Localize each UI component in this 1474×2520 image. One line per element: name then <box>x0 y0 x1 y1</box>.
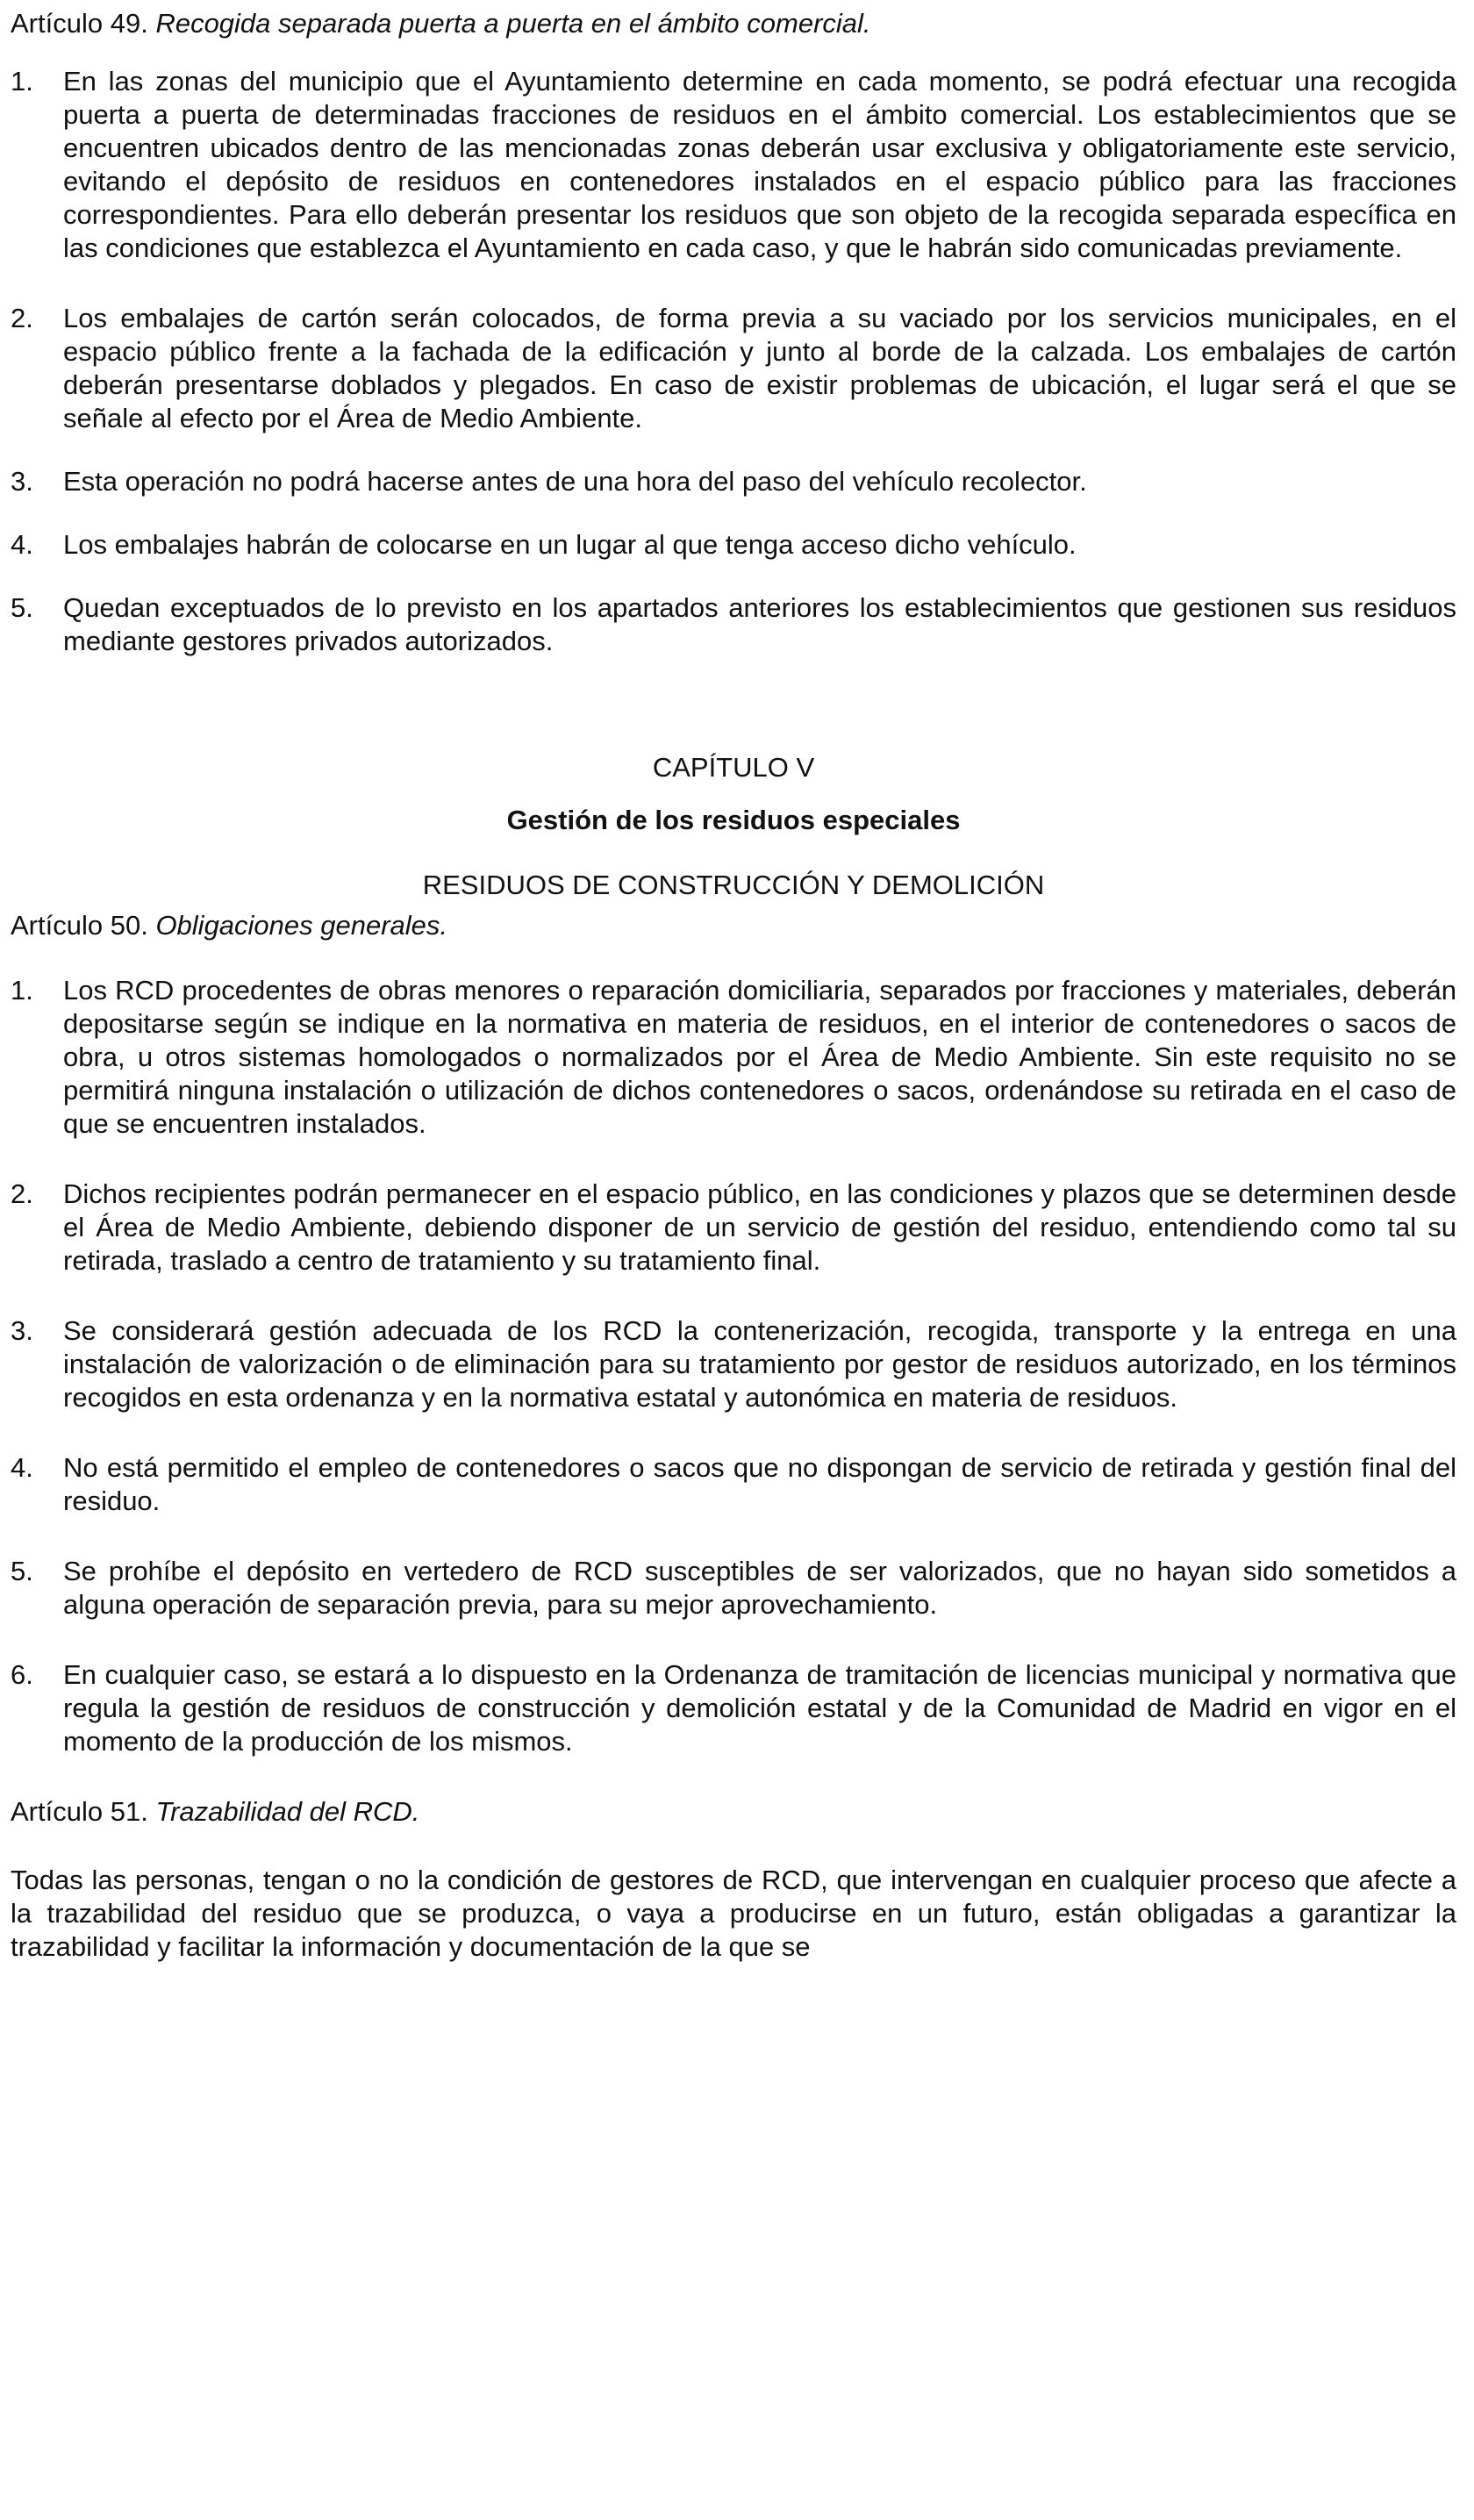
item-number: 3. <box>11 1315 33 1346</box>
item-text: Los RCD procedentes de obras menores o reparación domiciliaria, separados por fracciones y materiales, deberán depositarse según se indique en la normativa en materia de residuos, en el interior de contenedores o sacos de obra, u otros sistemas homologados o normalizados por el Área de Medio Ambiente. Sin este requisito no se permitirá ninguna instalación o utilización de dichos contenedores o sacos, ordenándose su retirada en el caso de que se encuentren instalados. <box>63 975 1456 1139</box>
list-item <box>11 465 1456 498</box>
item-text: En cualquier caso, se estará a lo dispuesto en la Ordenanza de tramitación de licencias municipal y normativa que regula la gestión de residuos de construcción y demolición estatal y de la Comunidad de Madrid en vigor en el momento de la producción de los mismos. <box>63 1659 1456 1757</box>
list-item <box>11 1658 1456 1758</box>
item-number: 4. <box>11 529 33 560</box>
article-51-heading <box>11 1795 1456 1829</box>
article-50-label: Artículo 50. <box>11 910 148 941</box>
chapter-label: CAPÍTULO V <box>652 752 815 783</box>
item-number: 4. <box>11 1452 33 1483</box>
article-51-paragraph: Todas las personas, tengan o no la condición de gestores de RCD, que intervengan en cualquier proceso que afecte a la trazabilidad del residuo que se produzca, o vaya a producirse en un futuro, están obligadas a garantizar la trazabilidad y facilitar la información y documentación de la que se <box>11 1865 1456 1962</box>
list-item <box>11 528 1456 562</box>
item-text: Esta operación no podrá hacerse antes de una hora del paso del vehículo recolector. <box>63 466 1087 497</box>
article-49-list <box>11 65 1456 658</box>
list-item <box>11 1451 1456 1518</box>
article-50-list <box>11 974 1456 1758</box>
item-text: Dichos recipientes podrán permanecer en el espacio público, en las condiciones y plazos que se determinen desde el Área de Medio Ambiente, debiendo disponer de un servicio de gestión del residuo, entendiendo como tal su retirada, traslado a centro de tratamiento y su tratamiento final. <box>63 1178 1456 1276</box>
item-number: 1. <box>11 975 33 1006</box>
item-number: 1. <box>11 66 33 97</box>
item-number: 5. <box>11 1556 33 1586</box>
list-item <box>11 1178 1456 1278</box>
chapter-title: Gestión de los residuos especiales <box>506 805 961 835</box>
item-number: 5. <box>11 592 33 623</box>
article-50-heading <box>11 909 1456 942</box>
item-number: 3. <box>11 466 33 497</box>
item-text: Los embalajes habrán de colocarse en un lugar al que tenga acceso dicho vehículo. <box>63 529 1077 560</box>
item-text: Se considerará gestión adecuada de los RCD la contenerización, recogida, transporte y la entrega en una instalación de valorización o de eliminación para su tratamiento por gestor de residuos autorizado, en los términos recogidos en esta ordenanza y en la normativa estatal y autonómica en materia de residuos. <box>63 1315 1456 1413</box>
item-text: Se prohíbe el depósito en vertedero de RCD susceptibles de ser valorizados, que no hayan sido sometidos a alguna operación de separación previa, para su mejor aprovechamiento. <box>63 1556 1456 1620</box>
item-text: Los embalajes de cartón serán colocados, de forma previa a su vaciado por los servicios municipales, en el espacio público frente a la fachada de la edificación y junto al borde de la calzada. Los embalajes de cartón deberán presentarse doblados y plegados. En caso de existir problemas de ubicación, el lugar será el que se señale al efecto por el Área de Medio Ambiente. <box>63 303 1456 433</box>
list-item <box>11 302 1456 435</box>
article-49-heading <box>11 7 1456 40</box>
list-item <box>11 65 1456 265</box>
article-50-title: Obligaciones generales. <box>155 910 448 941</box>
item-text: No está permitido el empleo de contenedores o sacos que no dispongan de servicio de retirada y gestión final del residuo. <box>63 1452 1456 1516</box>
item-number: 2. <box>11 1178 33 1209</box>
item-text: Quedan exceptuados de lo previsto en los apartados anteriores los establecimientos que gestionen sus residuos mediante gestores privados autorizados. <box>63 592 1456 656</box>
article-49-title: Recogida separada puerta a puerta en el ámbito comercial. <box>155 8 871 39</box>
list-item <box>11 1555 1456 1622</box>
list-item <box>11 591 1456 658</box>
item-number: 6. <box>11 1659 33 1690</box>
section-title: RESIDUOS DE CONSTRUCCIÓN Y DEMOLICIÓN <box>422 870 1045 900</box>
item-number: 2. <box>11 303 33 333</box>
article-51-title: Trazabilidad del RCD. <box>155 1796 420 1827</box>
item-text: En las zonas del municipio que el Ayuntamiento determine en cada momento, se podrá efectuar una recogida puerta a puerta de determinadas fracciones de residuos en el ámbito comercial. Los establecimientos que se encuentren ubicados dentro de las mencionadas zonas deberán usar exclusiva y obligatoriamente este servicio, evitando el depósito de residuos en contenedores instalados en el espacio público para las fracciones correspondientes. Para ello deberán presentar los residuos que son objeto de la recogida separada específica en las condiciones que establezca el Ayuntamiento en cada caso, y que le habrán sido comunicadas previamente. <box>63 66 1456 263</box>
article-49-label: Artículo 49. <box>11 8 148 39</box>
list-item <box>11 974 1456 1141</box>
article-51-label: Artículo 51. <box>11 1796 148 1827</box>
list-item <box>11 1314 1456 1414</box>
